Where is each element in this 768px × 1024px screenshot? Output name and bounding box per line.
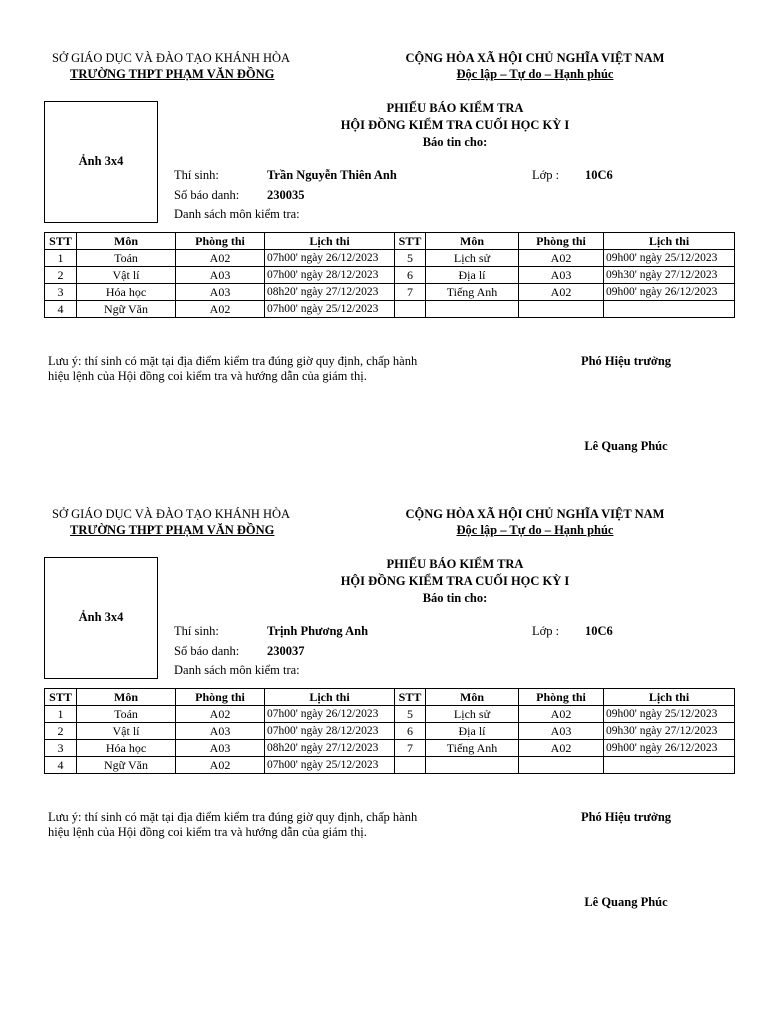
photo-label: Ảnh 3x4 [78,610,124,624]
cell-stt: 6 [395,267,426,284]
council-title: HỘI ĐỒNG KIỂM TRA CUỐI HỌC KỲ I [340,574,570,588]
council-title: HỘI ĐỒNG KIỂM TRA CUỐI HỌC KỲ I [340,118,570,132]
cell-subject: Hóa học [77,740,176,757]
table-row [45,740,735,757]
cell-schedule: 08h20' ngày 27/12/2023 [265,284,395,301]
col-room: Phòng thi [519,689,604,706]
class-label: Lớp : [532,168,560,182]
table-row [45,284,735,301]
cell-room: A02 [519,706,604,723]
table-row [45,706,735,723]
cell-room: A03 [176,284,265,301]
cell-stt [395,301,426,318]
col-stt: STT [45,233,77,250]
note-line-1: Lưu ý: thí sinh có mặt tại địa điểm kiểm tra đúng giờ quy định, chấp hành [48,354,418,368]
cell-schedule [604,301,735,318]
cell-schedule: 09h30' ngày 27/12/2023 [604,723,735,740]
cell-subject: Địa lí [426,723,519,740]
school-name: TRƯỜNG THPT PHẠM VĂN ĐỒNG [70,67,275,81]
signer-name: Lê Quang Phúc [584,439,668,453]
cell-room: A03 [519,723,604,740]
cell-schedule: 09h00' ngày 25/12/2023 [604,250,735,267]
cell-subject: Toán [77,706,176,723]
cell-subject [426,757,519,774]
class-label: Lớp : [532,624,560,638]
cell-stt: 4 [45,757,77,774]
sbd-value: 230035 [267,188,305,202]
cell-schedule: 09h00' ngày 26/12/2023 [604,740,735,757]
cell-room: A02 [519,284,604,301]
table-row [45,301,735,318]
table-row [45,723,735,740]
cell-room: A02 [176,301,265,318]
notice-for-label: Báo tin cho: [422,135,488,149]
signer-title: Phó Hiệu trưởng [580,354,672,368]
cell-room [519,757,604,774]
cell-stt: 6 [395,723,426,740]
cell-subject: Ngữ Văn [77,301,176,318]
signer-title: Phó Hiệu trưởng [580,810,672,824]
cell-room [519,301,604,318]
republic-name: CỘNG HÒA XÃ HỘI CHỦ NGHĨA VIỆT NAM [405,507,665,521]
candidate-name: Trần Nguyễn Thiên Anh [267,168,397,182]
subjects-label: Danh sách môn kiểm tra: [174,663,300,677]
dept-name: SỞ GIÁO DỤC VÀ ĐÀO TẠO KHÁNH HÒA [52,507,291,521]
col-room: Phòng thi [176,689,265,706]
cell-subject: Vật lí [77,723,176,740]
school-name: TRƯỜNG THPT PHẠM VĂN ĐỒNG [70,523,275,537]
cell-schedule: 09h00' ngày 26/12/2023 [604,284,735,301]
exam-schedule-table [44,688,735,774]
cell-stt: 1 [45,250,77,267]
sbd-label: Số báo danh: [174,188,240,202]
exam-schedule-table [44,232,735,318]
national-motto: Độc lập – Tự do – Hạnh phúc [456,67,614,81]
cell-stt: 2 [45,267,77,284]
cell-stt: 5 [395,706,426,723]
table-row [45,267,735,284]
photo-label: Ảnh 3x4 [78,154,124,168]
note-line-2: hiệu lệnh của Hội đồng coi kiểm tra và hướng dẫn của giám thị. [48,369,367,383]
slip-title: PHIẾU BÁO KIỂM TRA [386,557,524,571]
dept-name: SỞ GIÁO DỤC VÀ ĐÀO TẠO KHÁNH HÒA [52,51,291,65]
cell-stt: 5 [395,250,426,267]
cell-schedule: 07h00' ngày 28/12/2023 [265,723,395,740]
cell-stt [395,757,426,774]
cell-room: A03 [176,723,265,740]
cell-stt: 4 [45,301,77,318]
cell-subject: Ngữ Văn [77,757,176,774]
cell-room: A02 [176,757,265,774]
cell-schedule: 09h00' ngày 25/12/2023 [604,706,735,723]
cell-subject: Toán [77,250,176,267]
col-stt: STT [45,689,77,706]
cell-schedule: 07h00' ngày 26/12/2023 [265,706,395,723]
sbd-value: 230037 [267,644,305,658]
candidate-label: Thí sinh: [174,168,219,182]
cell-room: A02 [176,250,265,267]
table-header-row [45,689,735,706]
col-subject: Môn [426,689,519,706]
cell-schedule [604,757,735,774]
cell-subject [426,301,519,318]
cell-stt: 7 [395,284,426,301]
cell-subject: Lịch sử [426,706,519,723]
col-schedule: Lịch thi [265,233,395,250]
col-schedule: Lịch thi [604,689,735,706]
notice-for-label: Báo tin cho: [422,591,488,605]
cell-subject: Địa lí [426,267,519,284]
exam-slip-2 [0,456,768,912]
photo-placeholder [44,101,158,223]
cell-subject: Hóa học [77,284,176,301]
subjects-label: Danh sách môn kiểm tra: [174,207,300,221]
col-schedule: Lịch thi [604,233,735,250]
col-subject: Môn [77,233,176,250]
cell-subject: Tiếng Anh [426,284,519,301]
col-stt: STT [395,233,426,250]
table-header-row [45,233,735,250]
cell-room: A02 [519,250,604,267]
cell-schedule: 07h00' ngày 25/12/2023 [265,301,395,318]
cell-room: A03 [176,740,265,757]
col-subject: Môn [77,689,176,706]
cell-subject: Tiếng Anh [426,740,519,757]
cell-room: A02 [519,740,604,757]
photo-placeholder [44,557,158,679]
cell-stt: 3 [45,740,77,757]
cell-subject: Lịch sử [426,250,519,267]
note-line-2: hiệu lệnh của Hội đồng coi kiểm tra và hướng dẫn của giám thị. [48,825,367,839]
col-room: Phòng thi [519,233,604,250]
slip-title: PHIẾU BÁO KIỂM TRA [386,101,524,115]
cell-stt: 1 [45,706,77,723]
class-value: 10C6 [585,168,613,182]
note-line-1: Lưu ý: thí sinh có mặt tại địa điểm kiểm tra đúng giờ quy định, chấp hành [48,810,418,824]
cell-subject: Vật lí [77,267,176,284]
national-motto: Độc lập – Tự do – Hạnh phúc [456,523,614,537]
class-value: 10C6 [585,624,613,638]
exam-slip-1 [0,0,768,456]
cell-stt: 3 [45,284,77,301]
cell-room: A03 [176,267,265,284]
col-stt: STT [395,689,426,706]
table-row [45,757,735,774]
signer-name: Lê Quang Phúc [584,895,668,909]
cell-schedule: 07h00' ngày 26/12/2023 [265,250,395,267]
cell-room: A02 [176,706,265,723]
col-subject: Môn [426,233,519,250]
col-schedule: Lịch thi [265,689,395,706]
candidate-label: Thí sinh: [174,624,219,638]
cell-schedule: 09h30' ngày 27/12/2023 [604,267,735,284]
cell-schedule: 07h00' ngày 25/12/2023 [265,757,395,774]
cell-schedule: 07h00' ngày 28/12/2023 [265,267,395,284]
cell-stt: 2 [45,723,77,740]
table-row [45,250,735,267]
republic-name: CỘNG HÒA XÃ HỘI CHỦ NGHĨA VIỆT NAM [405,51,665,65]
sbd-label: Số báo danh: [174,644,240,658]
cell-stt: 7 [395,740,426,757]
col-room: Phòng thi [176,233,265,250]
cell-schedule: 08h20' ngày 27/12/2023 [265,740,395,757]
candidate-name: Trịnh Phương Anh [267,624,369,638]
cell-room: A03 [519,267,604,284]
